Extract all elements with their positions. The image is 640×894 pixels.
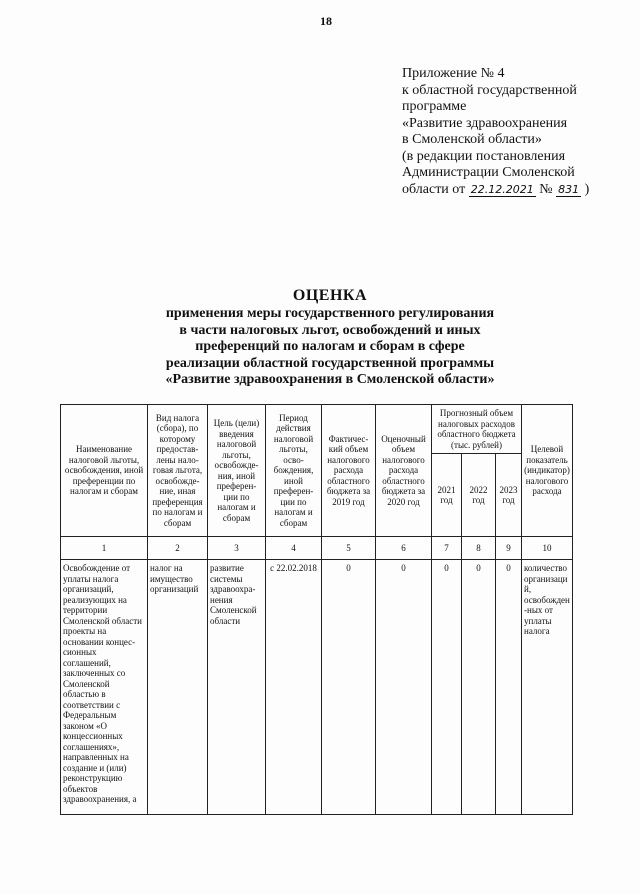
title-line: применения меры государственного регулирования bbox=[165, 306, 495, 321]
title-line: в части налоговых льгот, освобождений и иных bbox=[179, 322, 481, 338]
header-goal: Цель (цели) введения налоговой льготы, освобожде-ния, иной преферен-ции по налогам и сборам bbox=[208, 405, 266, 537]
title-main: ОЦЕНКА bbox=[292, 287, 368, 304]
column-number: 7 bbox=[432, 537, 462, 560]
cell-actual-2019: 0 bbox=[322, 560, 376, 815]
column-number: 3 bbox=[208, 537, 266, 560]
header-name: Наименование налоговой льготы, освобождения, иной преференции по налогам и сборам bbox=[61, 405, 148, 537]
column-number-row bbox=[61, 537, 573, 560]
document-title bbox=[60, 286, 600, 389]
title-line: «Развитие здравоохранения в Смоленской области» bbox=[165, 372, 495, 387]
appendix-block bbox=[402, 66, 602, 198]
cell-2022: 0 bbox=[462, 560, 496, 815]
table-row bbox=[61, 560, 573, 815]
appendix-line: программе bbox=[402, 99, 467, 114]
column-number: 6 bbox=[376, 537, 432, 560]
appendix-line: Администрации Смоленской bbox=[402, 165, 575, 180]
column-number: 5 bbox=[322, 537, 376, 560]
appendix-line: (в редакции постановления bbox=[402, 148, 566, 164]
appendix-line: к областной государственной bbox=[402, 82, 577, 98]
column-number: 1 bbox=[61, 537, 148, 560]
appendix-line: Приложение № 4 bbox=[402, 66, 505, 81]
page-number: 18 bbox=[320, 14, 332, 28]
column-number: 10 bbox=[522, 537, 573, 560]
handwritten-number: 831 bbox=[558, 182, 580, 196]
column-number: 9 bbox=[496, 537, 522, 560]
appendix-line: «Развитие здравоохранения bbox=[402, 115, 568, 131]
header-target: Целевой показатель (индикатор) налогового расхода bbox=[522, 405, 573, 537]
header-2022: 2022 год bbox=[462, 454, 496, 537]
tax-expenditure-table bbox=[60, 404, 573, 815]
title-line: реализации областной государственной программы bbox=[165, 355, 495, 371]
title-line: преференций по налогам и сборам в сфере bbox=[195, 339, 465, 354]
cell-tax-type: налог на имущество организаций bbox=[148, 560, 208, 815]
appendix-line: в Смоленской области» bbox=[402, 132, 542, 147]
cell-name: Освобождение от уплаты налога организаций, реализующих на территории Смоленской области проекты на основании концес-сионных соглашений, заключенных со Смоленской областью в соответствии с Федеральным законом «О концессионных соглашениях», направленных на создание и (или) реконструкцию объектов здравоохранения, а bbox=[61, 560, 148, 815]
cell-estimated-2020: 0 bbox=[376, 560, 432, 815]
cell-goal: развитие системы здравоохра-нения Смоленской области bbox=[208, 560, 266, 815]
cell-target: количество организаций, освобожден-ных от уплаты налога bbox=[522, 560, 573, 815]
appendix-date-prefix: области от bbox=[402, 181, 466, 197]
number-label: № bbox=[539, 181, 553, 197]
column-number: 8 bbox=[462, 537, 496, 560]
cell-2023: 0 bbox=[496, 560, 522, 815]
appendix-signature-line bbox=[402, 182, 602, 199]
header-period: Период действия налоговой льготы, осво-бождения, иной преферен-ции по налогам и сборам bbox=[266, 405, 322, 537]
header-actual-2019: Фактичес-кий объем налогового расхода областного бюджета за 2019 год bbox=[322, 405, 376, 537]
cell-2021: 0 bbox=[432, 560, 462, 815]
header-estimated-2020: Оценочный объем налогового расхода областного бюджета за 2020 год bbox=[376, 405, 432, 537]
header-2023: 2023 год bbox=[496, 454, 522, 537]
header-forecast-group: Прогнозный объем налоговых расходов областного бюджета (тыс. рублей) bbox=[432, 405, 522, 454]
header-2021: 2021 год bbox=[432, 454, 462, 537]
handwritten-date: 22.12.2021 bbox=[470, 182, 534, 196]
cell-period: с 22.02.2018 bbox=[266, 560, 322, 815]
header-tax-type: Вид налога (сбора), по которому предостав-лены нало-говая льгота, освобожде-ние, иная преференция по налогам и сборам bbox=[148, 405, 208, 537]
column-number: 4 bbox=[266, 537, 322, 560]
closing-paren: ) bbox=[584, 181, 590, 197]
column-number: 2 bbox=[148, 537, 208, 560]
